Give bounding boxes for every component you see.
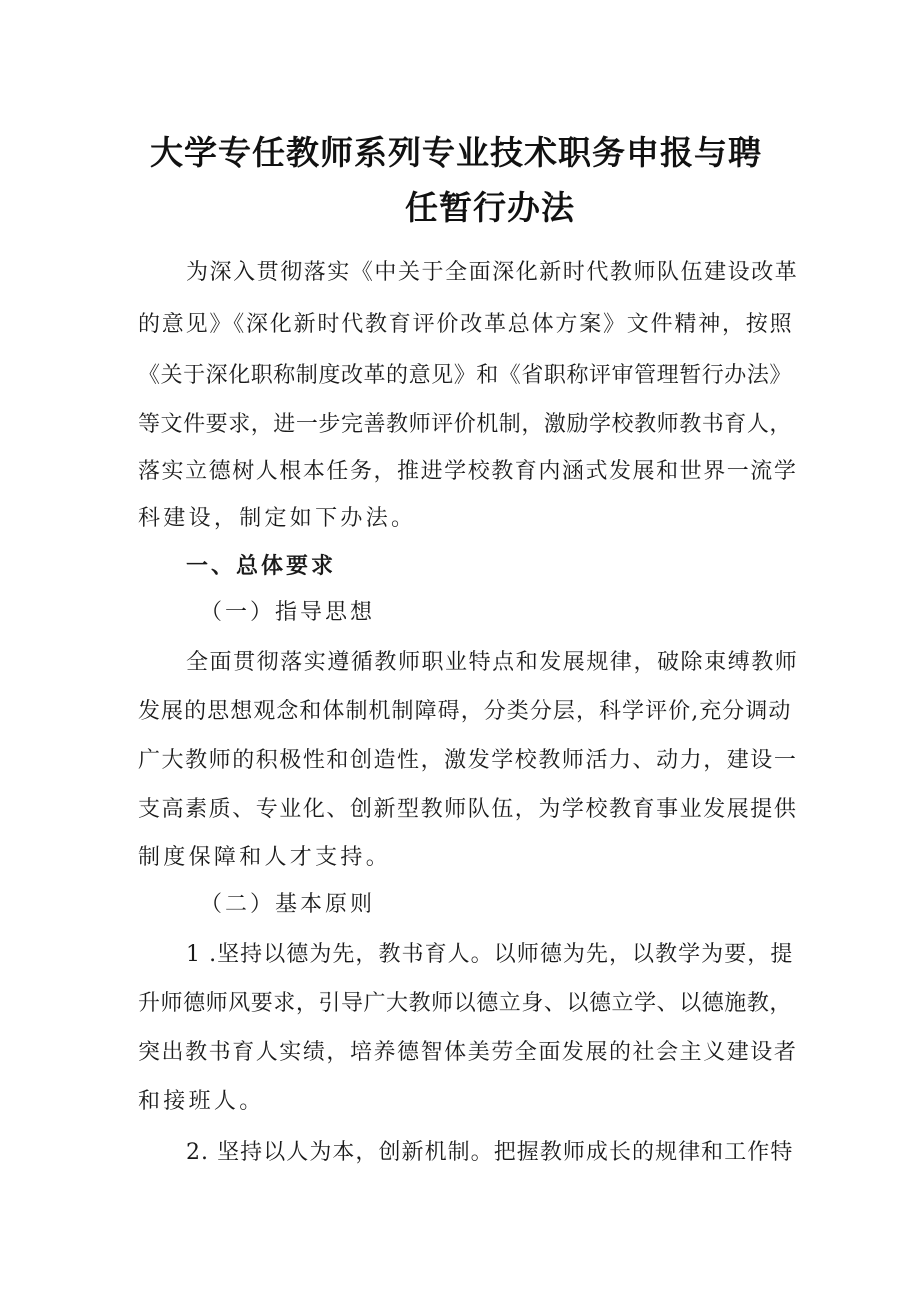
- intro-line: 为深入贯彻落实《中关于全面深化新时代教师队伍建设改革: [186, 260, 799, 285]
- principle-line: 和接班人。: [138, 1089, 265, 1114]
- principle-line: 1 .坚持以德为先，教书育人。以师德为先，以教学为要，提: [186, 942, 794, 967]
- body-line: 制度保障和人才支持。: [138, 845, 392, 870]
- body-line: 广大教师的积极性和创造性，激发学校教师活力、动力，建设一: [138, 748, 798, 773]
- body-line: 发展的思想观念和体制机制障碍，分类分层，科学评价,充分调动: [138, 699, 792, 724]
- intro-line: 落实立德树人根本任务，推进学校教育内涵式发展和世界一流学: [138, 459, 798, 484]
- principle-line: 升师德师风要求，引导广大教师以德立身、以德立学、以德施教，: [138, 991, 792, 1016]
- intro-line: 等文件要求，进一步完善教师评价机制，激励学校教师教书育人，: [138, 412, 792, 437]
- subsection-heading: （一）指导思想: [200, 600, 376, 625]
- body-line: 全面贯彻落实遵循教师职业特点和发展规律，破除束缚教师: [186, 650, 799, 675]
- principle-line: 突出教书育人实绩，培养德智体美劳全面发展的社会主义建设者: [138, 1040, 798, 1065]
- principle-line: 2. 坚持以人为本，创新机制。把握教师成长的规律和工作特: [186, 1140, 794, 1165]
- intro-line: 《关于深化职称制度改革的意见》和《省职称评审管理暂行办法》: [138, 363, 792, 388]
- intro-line: 科建设，制定如下办法。: [138, 506, 417, 531]
- subsection-heading: （二）基本原则: [200, 892, 376, 917]
- intro-line: 的意见》《深化新时代教育评价改革总体方案》文件精神，按照: [138, 312, 794, 337]
- body-line: 支高素质、专业化、创新型教师队伍，为学校教育事业发展提供: [138, 797, 798, 822]
- section-heading: 一、总体要求: [186, 554, 337, 579]
- document-title-line-1: 大学专任教师系列专业技术职务申报与聘: [150, 133, 762, 172]
- document-title-line-2: 任暂行办法: [405, 188, 575, 227]
